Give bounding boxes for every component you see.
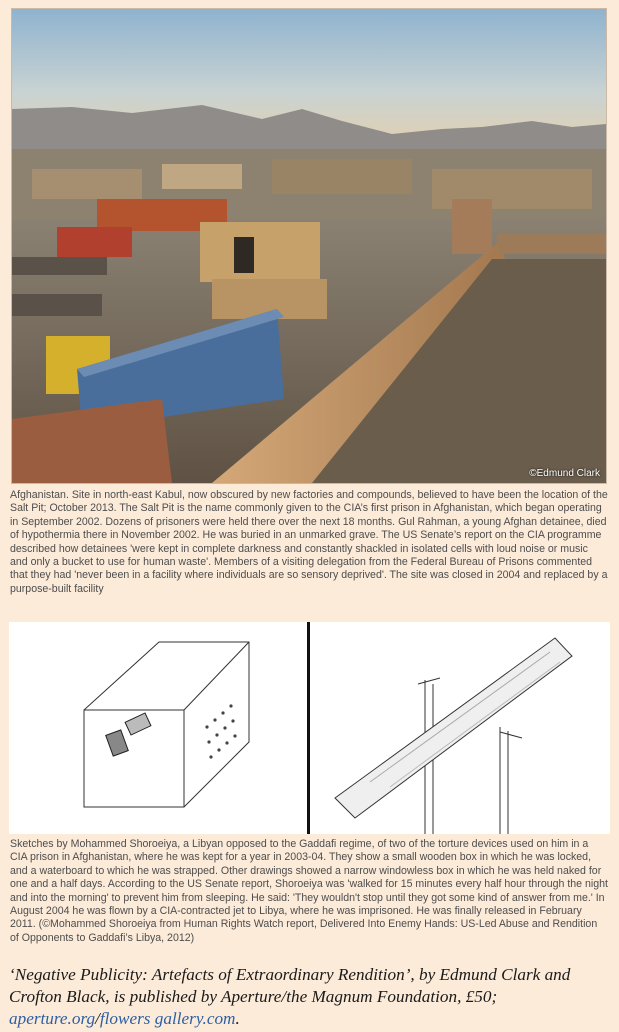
salt-pit-photo-illustration <box>12 9 606 483</box>
flowers-gallery-link[interactable]: flowers gallery.com <box>99 1009 236 1028</box>
publication-note <box>9 964 613 1030</box>
link-separator: / <box>95 1009 100 1028</box>
sketch-panel <box>9 622 610 834</box>
wooden-box-sketch <box>9 622 307 834</box>
photo-credit: ©Edmund Clark <box>529 468 600 479</box>
salt-pit-photo <box>11 8 607 484</box>
sketch-caption: Sketches by Mohammed Shoroeiya, a Libyan opposed to the Gaddafi regime, of two of the torture devices used on him in a CIA prison in Afghanistan, where he was kept for a year in 2003-04. They show a small wooden box in which he was locked, and a waterboard to which he was strapped. Other drawings showed a narrow windowless box in which he was held naked for one and a half days. According to the US Senate report, Shoroeiya was 'walked for 15 minutes every half hour through the night and into the morning' to prevent him from sleeping. He said: 'They wouldn't stop until they got some kind of answer from me.' In August 2004 he was flown by a CIA-contracted jet to Libya, where he was imprisoned. He was finally released in February 2011. (©Mohammed Shoroeiya from Human Rights Watch report, Delivered Into Enemy Hands: US-Led Abuse and Rendition of Opponents to Gaddafi’s Libya, 2012) <box>10 838 608 944</box>
waterboard-sketch <box>310 622 610 834</box>
publication-text: ‘Negative Publicity: Artefacts of Extraordinary Rendition’, by Edmund Clark and Crofton Black, is published by Aperture/the Magnum Foundation, £50; <box>9 965 571 1006</box>
publication-end: . <box>235 1009 240 1028</box>
aperture-link[interactable]: aperture.org <box>9 1009 96 1028</box>
photo-caption: Afghanistan. Site in north-east Kabul, now obscured by new factories and compounds, believed to have been the location of the Salt Pit; October 2013. The Salt Pit is the name commonly given to the CIA’s first prison in Afghanistan, which began operating in September 2002. Dozens of prisoners were held there over the next 18 months. Gul Rahman, a young Afghan detainee, died of hypothermia there in November 2002. He was buried in an unmarked grave. The US Senate’s report on the CIA programme described how detainees 'were kept in complete darkness and constantly shackled in isolated cells with loud noise or music and only a bucket to use for human waste'. Members of a visiting delegation from the Federal Bureau of Prisons commented that they had 'never been in a facility where individuals are so sensory deprived'. The site was closed in 2004 and replaced by a purpose-built facility <box>10 489 608 595</box>
